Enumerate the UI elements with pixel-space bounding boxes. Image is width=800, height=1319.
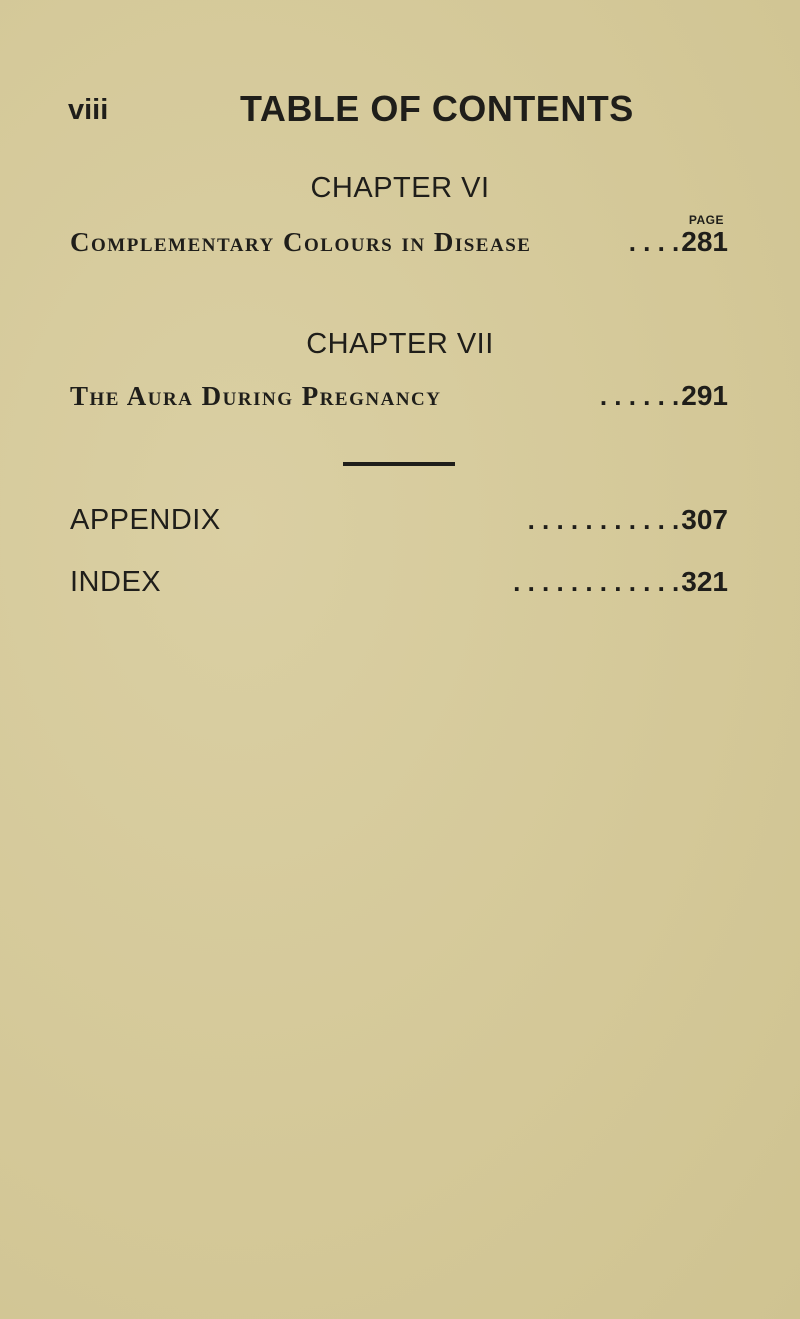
toc-entry-appendix[interactable] — [70, 504, 728, 540]
toc-entry-page: 321 — [681, 566, 728, 597]
running-head — [68, 88, 740, 138]
toc-entry-page: 281 — [681, 226, 728, 257]
toc-entry-title: APPENDIX — [70, 504, 221, 536]
dot-leader: . . . . . . . . . . . . — [513, 567, 680, 597]
dot-leader: . . . . . . . . . . . — [527, 505, 680, 535]
toc-entry-title: INDEX — [70, 566, 162, 598]
toc-entry-title: The Aura During Pregnancy — [70, 381, 442, 411]
toc-entry-page: 307 — [681, 504, 728, 535]
toc-entry-title: Complementary Colours in Disease — [70, 227, 532, 257]
chapter-heading-vi: CHAPTER VI — [310, 172, 490, 204]
toc-entry-page: 291 — [681, 380, 728, 411]
section-divider-rule — [343, 462, 455, 466]
running-title: TABLE OF CONTENTS — [240, 88, 634, 129]
toc-entry-index[interactable] — [70, 566, 728, 602]
toc-entry-chapter-vi[interactable] — [70, 226, 728, 262]
page-column-label: PAGE — [688, 213, 724, 227]
dot-leader: . . . . — [628, 227, 680, 257]
toc-entry-chapter-vii[interactable] — [70, 380, 728, 416]
chapter-heading-vii: CHAPTER VII — [306, 328, 494, 360]
dot-leader: . . . . . . — [599, 381, 680, 411]
page-number: viii — [68, 94, 109, 126]
